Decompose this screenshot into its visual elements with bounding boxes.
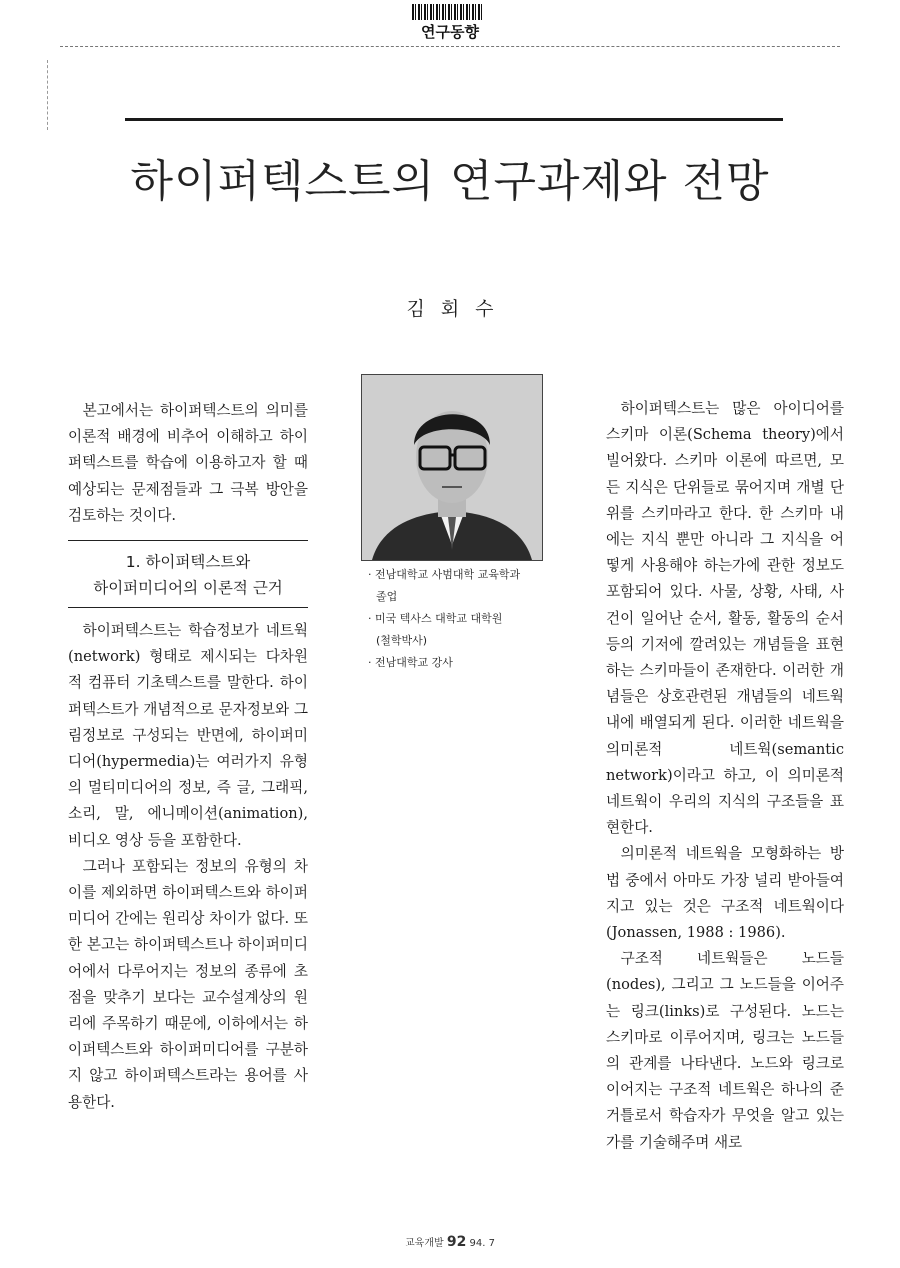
bio-item: · 전남대학교 강사	[368, 652, 568, 674]
barcode-mark	[412, 4, 484, 20]
author-bio	[368, 564, 568, 674]
right-column	[606, 396, 844, 1156]
author-name: 김회수	[406, 298, 510, 320]
page-number: 92	[446, 1234, 467, 1250]
bio-item-continued: 졸업	[376, 590, 398, 603]
page-footer	[0, 1234, 900, 1250]
abstract-text: 본고에서는 하이퍼텍스트의 의미를 이론적 배경에 비추어 이해하고 하이퍼텍스트를 학습에 이용하고자 할 때 예상되는 문제점들과 그 극복 방안을 검토하는 것이다.	[68, 402, 308, 524]
left-column	[68, 398, 308, 1116]
bio-item: · 전남대학교 사범대학 교육학과	[368, 564, 568, 586]
section-heading-line1: 1. 하이퍼텍스트와	[125, 553, 251, 571]
body-paragraph: 구조적 네트웍들은 노드들(nodes), 그리고 그 노드들을 이어주는 링크(links)로 구성된다. 노드는 스키마로 이루어지며, 링크는 노드들의 관계를 나타낸다. 노드와 링크로 이어지는 구조적 네트웍은 하나의 준거틀로서 학습자가 무엇을 알고 있는가를 기술해주며 새로	[606, 950, 844, 1151]
issue-date: 94. 7	[469, 1238, 495, 1249]
section-heading	[68, 540, 308, 608]
abstract	[68, 398, 308, 534]
section-heading-line2: 하이퍼미디어의 이론적 근거	[93, 579, 283, 597]
margin-dashed-line	[47, 60, 48, 130]
author-photo	[361, 374, 543, 561]
article-title: 하이퍼텍스트의 연구과제와 전망	[130, 156, 770, 207]
body-paragraph: 하이퍼텍스트는 학습정보가 네트웍(network) 형태로 제시되는 다차원적 컴퓨터 기초텍스트를 말한다. 하이퍼텍스트가 개념적으로 문자정보와 그림정보로 구성되는 반면에, 하이퍼미디어(hypermedia)는 여러가지 유형의 멀티미디어의 정보, 즉 글, 그래픽, 소리, 말, 에니메이션(animation), 비디오 영상 등을 포함한다.	[68, 622, 308, 849]
author-portrait-icon	[362, 375, 542, 560]
body-paragraph: 그러나 포함되는 정보의 유형의 차이를 제외하면 하이퍼텍스트와 하이퍼미디어 간에는 원리상 차이가 없다. 또한 본고는 하이퍼텍스트나 하이퍼미디어에서 다루어지는 정보의 종류에 초점을 맞추기 보다는 교수설계상의 원리에 주목하기 때문에, 이하에서는 하이퍼텍스트와 하이퍼미디어를 구분하지 않고 하이퍼텍스트라는 용어를 사용한다.	[68, 857, 308, 1111]
body-paragraph: 하이퍼텍스트는 많은 아이디어를 스키마 이론(Schema theory)에서 빌어왔다. 스키마 이론에 따르면, 모든 지식은 단위들로 묶어지며 개별 단위를 스키마라고 한다. 한 스키마 내에는 지식 뿐만 아니라 그 지식을 어떻게 사용해야 하는가에 관한 정보도 포함되어 있다. 사물, 상황, 사태, 사건이 일어난 순서, 활동, 활동의 순서 등의 기저에 깔려있는 개념들을 표현하는 스키마들이 존재한다. 이러한 개념들은 상호관련된 개념들의 네트웍 내에 배열되게 된다. 이러한 네트웍을 의미론적 네트웍(semantic network)이라고 하고, 이 의미론적 네트웍이 우리의 지식의 구조들을 표현한다.	[606, 400, 844, 837]
header-dashed-rule	[60, 46, 840, 47]
section-tag: 연구동향	[421, 23, 479, 41]
bio-item: · 미국 텍사스 대학교 대학원	[368, 608, 568, 630]
title-rule	[125, 118, 783, 121]
journal-name: 교육개발	[405, 1238, 444, 1249]
body-paragraph: 의미론적 네트웍을 모형화하는 방법 중에서 아마도 가장 널리 받아들여지고 있는 것은 구조적 네트웍이다(Jonassen, 1988 : 1986).	[606, 845, 844, 942]
bio-item-continued: (철학박사)	[376, 634, 428, 647]
